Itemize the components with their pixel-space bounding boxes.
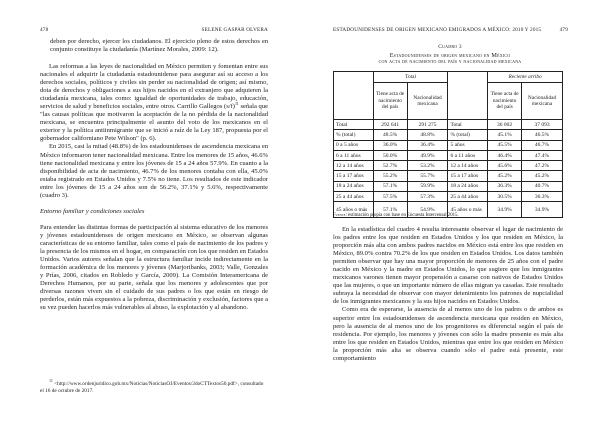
paragraph: Como era de esperarse, la ausencia de al menos uno de los padres o de ambos es superior entre los estadounidenses de ascendencia mexicana que residen en México, pero la ausencia de al menos uno de los progenitores es diferencial según el país de residencia. Por ejemplo, los menores y jóvenes con sólo la madre presente es más alta entre los que residen en Estados Unidos, mientras que entre los que residen en México la proporción más alta se observa cuando sólo el padre está presente, este comportamiento xyxy=(333,306,563,362)
paragraph: En 2015, casi la mitad (48.8%) de los estadounidenses de ascendencia mexicana en México informaron tener nacionalidad mexicana. Entre los menores de 15 años, 46.6% tiene nacionalidad mexicana y entre los jóvenes de 15 a 24 años 57.9%. En cuanto a la disponibilidad de acta de nacimiento, 46.7% de los menores contaba con ella, 45.0% estaba registrado en Estados Unidos y 7.5% no tiene. Los resultados de este indicador entre los jóvenes de 15 a 24 años son de 56.2%, 37.1% y 5.6%, respectivamente (cuadro 3). xyxy=(40,143,268,199)
quote-continuation: deben por derecho, ejercer los ciudadanos. El ejercicio pleno de estos derechos en conjunto constituye la ciudadanía (Martínez Morales, 2009: 12). xyxy=(50,38,268,54)
table-row: 12 a 14 años 52.7% 53.2% 12 a 14 años 45.6% 47.2% xyxy=(334,161,563,171)
page-number: 479 xyxy=(559,27,568,33)
data-table xyxy=(333,71,563,218)
table-subtitle: con acta de nacimiento del país y nacionalidad mexicana xyxy=(378,59,522,65)
table-row: 18 a 24 años 57.1% 59.9% 18 a 24 años 36.3% 40.7% xyxy=(334,181,563,191)
table-row: % (total) 48.5% 48.8% % (total) 45.1% 46.5% xyxy=(334,130,563,140)
table-row: 15 a 17 años 55.2% 55.7% 15 a 17 años 45.2% 45.2% xyxy=(334,171,563,181)
page-number: 478 xyxy=(40,27,49,33)
table-label: Cuadro 3 xyxy=(438,44,462,50)
group-header-total: Total xyxy=(373,72,448,83)
col-header-nacionalidad: Nacionalidad mexicana xyxy=(407,83,448,120)
col-header-acta: Tiene acta de nacimiento del país xyxy=(373,83,407,120)
running-head: ESTADOUNIDENSES DE ORIGEN MEXICANO EMIGRADOS A MÉXICO: 2010 Y 2015 xyxy=(333,27,542,33)
empty-header xyxy=(448,72,488,120)
body-text xyxy=(333,226,563,363)
table-row: 25 a 44 años 57.5% 57.3% 25 a 44 años 30.5% 36.3% xyxy=(334,192,563,202)
footnote-ref[interactable]: 11 xyxy=(234,101,239,107)
table-row: 6 a 11 años 50.0% 49.9% 6 a 11 años 46.4% 47.4% xyxy=(334,150,563,160)
empty-header xyxy=(334,72,374,120)
section-heading: Entorno familiar y condiciones sociales xyxy=(40,207,145,215)
table-group-header-row xyxy=(334,72,563,83)
group-header-recent: Reciente arribo xyxy=(488,72,563,83)
right-page xyxy=(300,0,600,431)
paragraph: Para entender las distintas formas de participación al sistema educativo de los menores y jóvenes estadounidenses de origen mexicano en México, se observan algunas características de su entorno familiar, tales como el país de nacimiento de los padres y la presencia de los mismos en el hogar, en comparación con los que residen en Estados Unidos. Varios autores señalan que la estructura familiar incide indirectamente en la formación académica de los menores y jóvenes (Marjoribanks, 2003; Valle, Gonzales y Prías, 2006, citados en Robledo y García, 2009). La Comisión Interamericana de Derechos Humanos, por su parte, señala que los menores y adolescentes que por diversas razones viven sin el cuidado de sus padres o los que están en riesgo de perderlos, están más expuestos a la pobreza, discriminación y exclusión, factores que a su vez pueden hacerlos más vulnerables al abuso, la explotación y al abandono. xyxy=(40,223,268,312)
paragraph: Las reformas a las leyes de nacionalidad en México permiten y fomentan entre sus nacionales el adquirir la ciudadanía estadounidense para asegurar así su acceso a los derechos sociales, políticos y civiles sin perder su nacionalidad de origen; así mismo, dota de derechos y obligaciones a sus hijos nacidos en el extranjero que adquieren la ciudadanía mexicana, tales como: igualdad de oportunidades de trabajo, educación, servicios de salud y beneficios sociales, entre otros. Carrillo Gallegos $(s/f)^{11}$ señala que "las causas políticas que motivaron la aceptación de la no pérdida de la nacionalidad mexicana, se encuentra principalmente el asunto del voto de los mexicanos en el exterior y la política antiinmigrante que se inició a raíz de la Ley 187, propuesta por el gobernador californiano Pete Wilson" (p. 6). xyxy=(40,63,268,143)
table-title: Estadounidenses de origen mexicano en México xyxy=(389,51,511,59)
paragraph: En la estadística del cuadro 4 resulta interesante observar el lugar de nacimiento de los padres entre los que residen en Estados Unidos y los que residen en México, la proporción más alta con ambos padres nacidos en México está entre los que residen en México, 89.0% contra 70.2% de los que residen en Estados Unidos. Los datos también permiten observar que hay una mayor proporción de menores de 25 años con el padre nacido en México y la madre en Estados Unidos, lo que sugiere que los inmigrantes mexicanos varones tienen mayor propensión a casarse con nativos de Estados Unidos que las mujeres, o que un importante número de ellas migran ya casadas. Este resultado subraya la necesidad de observar con mayor detenimiento los patrones de nupcialidad de los inmigrantes mexicanos y la sus hijos nacidos en Estados Unidos. xyxy=(333,226,563,306)
footnote xyxy=(40,378,268,395)
footnote-number: 11 xyxy=(49,378,53,383)
footnote-text[interactable]: <http://www.ordenjuridico.gob.mx/Noticias/NoticiasOJ/Eventos/2doCTTextos50.pdf>, consultado el 16 de octubre de 2017. xyxy=(40,381,264,394)
col-header-nacionalidad: Nacionalidad mexicana xyxy=(522,83,563,120)
running-head: SELENE GASPAR OLVERA xyxy=(201,27,268,33)
table-source: Fuente: estimación propia con base en Encuesta Intercensal 2015. xyxy=(333,213,459,218)
col-header-acta: Tiene acta de nacimiento del país xyxy=(488,83,522,120)
body-text xyxy=(40,63,268,312)
table-caption xyxy=(300,44,600,67)
table-row: 45 años o más 57.1% 54.9% 45 años o más 34.9% 34.9% xyxy=(334,202,563,218)
table-row: 0 a 5 años 36.0% 36.4% 5 años 45.5% 46.7% xyxy=(334,140,563,150)
table-row: Total 292 641 291 275 Total 36 002 37 093 xyxy=(334,120,563,130)
